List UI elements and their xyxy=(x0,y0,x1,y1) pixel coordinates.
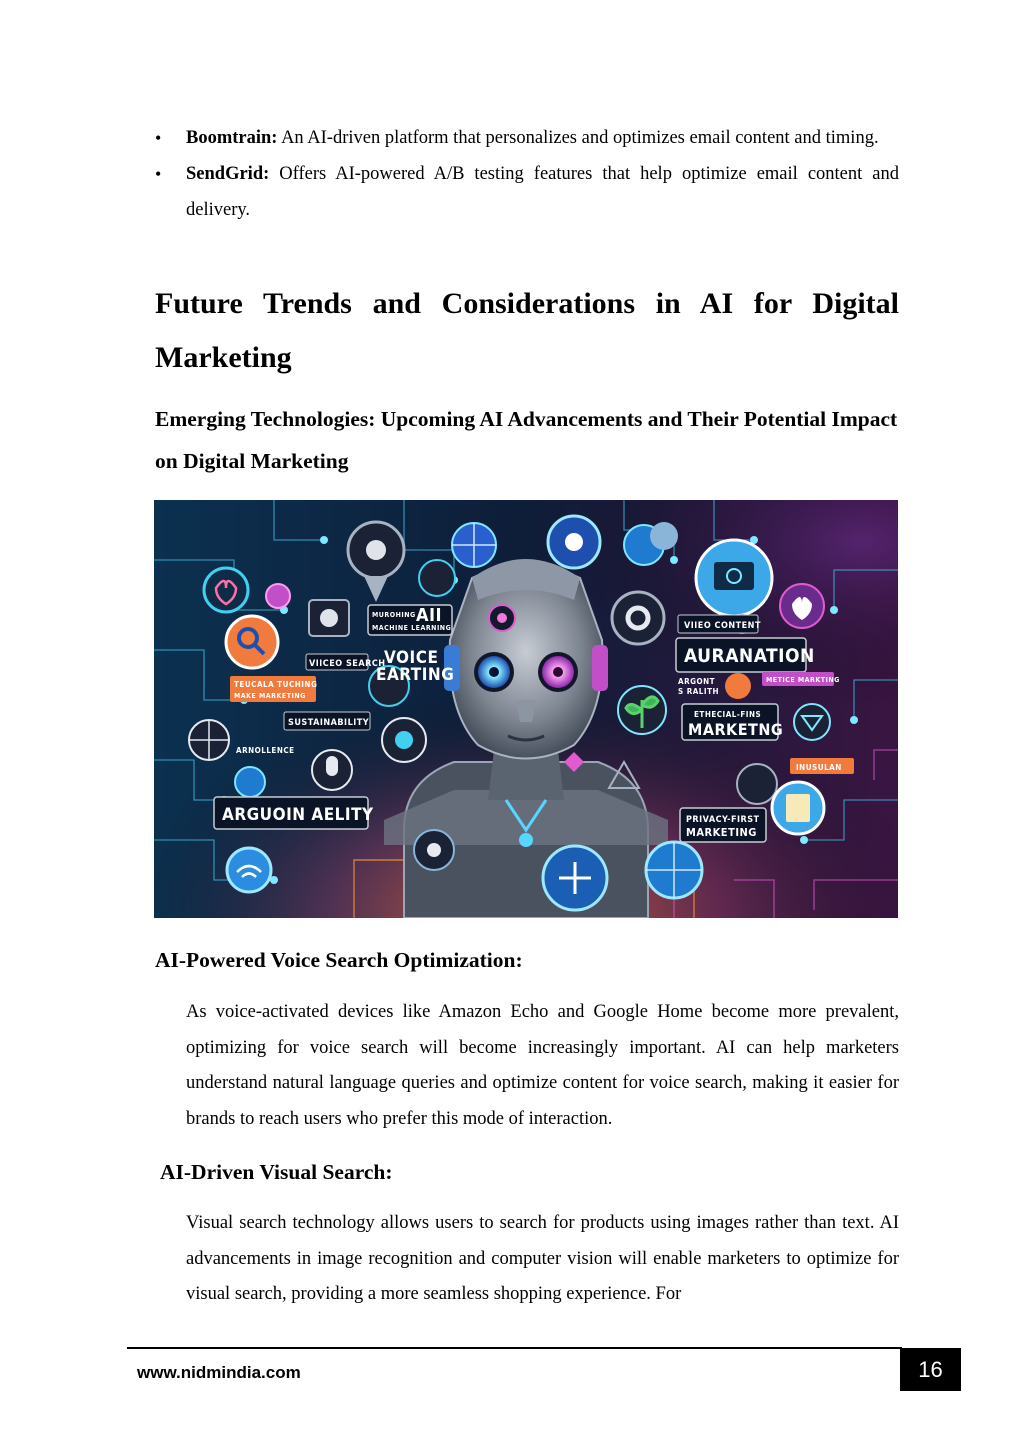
label-teucala1: TEUCALA TUCHING xyxy=(234,680,318,689)
tools-bullet-list xyxy=(155,120,899,228)
label-ai: AII xyxy=(416,605,443,626)
bullet-term: SendGrid: xyxy=(186,164,270,184)
label-privacy1: PRIVACY-FIRST xyxy=(686,815,760,825)
label-inusulan: INUSULAN xyxy=(796,763,842,772)
main-heading-line1: Future Trends and Considerations in AI for Digital xyxy=(155,287,899,320)
label-argont2: S RALITH xyxy=(678,687,719,696)
label-voice-line2: EARTING xyxy=(376,665,455,685)
label-arguoin: ARGUOIN AELITY xyxy=(222,805,374,825)
label-ai-small2: MACHINE LEARNING xyxy=(372,624,452,632)
label-metice: METICE MARKTING xyxy=(766,676,840,684)
page-number: 16 xyxy=(900,1348,961,1391)
list-item xyxy=(155,156,899,228)
label-sustainability: SUSTAINABILITY xyxy=(288,718,370,728)
label-argont1: ARGONT xyxy=(678,677,716,686)
bullet-text: An AI-driven platform that personalizes and optimizes email content and timing. xyxy=(277,128,879,148)
gear-icon xyxy=(612,592,664,644)
label-video-content: VIIEO CONTENT xyxy=(684,621,761,631)
section-title-voice-search: AI-Powered Voice Search Optimization: xyxy=(155,948,523,972)
main-heading-line2: Marketing xyxy=(155,341,292,374)
label-ethecial2: MARKETNG xyxy=(688,720,784,739)
footer-divider xyxy=(127,1347,902,1349)
section-body-voice-search: As voice-activated devices like Amazon Echo and Google Home become more prevalent, optimizing for voice search will become increasingly important. AI can help marketers understand natural language queries and optimize content for voice search, making it easier for brands to reach users who prefer this mode of interaction. xyxy=(186,1002,899,1129)
label-video-search: VIICEO SEARCH xyxy=(309,659,386,669)
main-heading xyxy=(155,277,899,385)
label-teucala2: MAKE MARKETING xyxy=(234,692,306,700)
bullet-icon: • xyxy=(155,128,162,148)
section-body-visual-search: Visual search technology allows users to search for products using images rather than text. AI advancements in image recognition and computer vision will enable marketers to optimize for visual search, providing a more seamless shopping experience. For xyxy=(186,1213,899,1304)
label-ai-small1: MUROHING xyxy=(372,611,416,619)
magnifier-icon xyxy=(226,616,278,668)
label-privacy2: MARKETING xyxy=(686,826,757,839)
label-ethecial1: ETHECIAL-FINS xyxy=(694,710,762,719)
wifi-icon xyxy=(227,848,271,892)
bullet-term: Boomtrain: xyxy=(186,128,278,148)
bullet-icon: • xyxy=(155,164,162,184)
label-auranation: AURANATION xyxy=(684,645,815,667)
section-title-visual-search: AI-Driven Visual Search: xyxy=(160,1160,393,1184)
bullet-text: Offers AI-powered A/B testing features that help optimize email content and delivery. xyxy=(186,164,899,220)
label-voice-line1: VOICE xyxy=(384,648,439,668)
illustration-svg xyxy=(154,500,898,918)
sub-heading: Emerging Technologies: Upcoming AI Advancements and Their Potential Impact on Digital Marketing xyxy=(155,407,898,473)
ai-marketing-illustration xyxy=(154,500,898,918)
footer-website-link[interactable]: www.nidmindia.com xyxy=(137,1363,301,1382)
list-item xyxy=(155,120,899,156)
label-arnollence: ARNOLLENCE xyxy=(236,746,295,755)
